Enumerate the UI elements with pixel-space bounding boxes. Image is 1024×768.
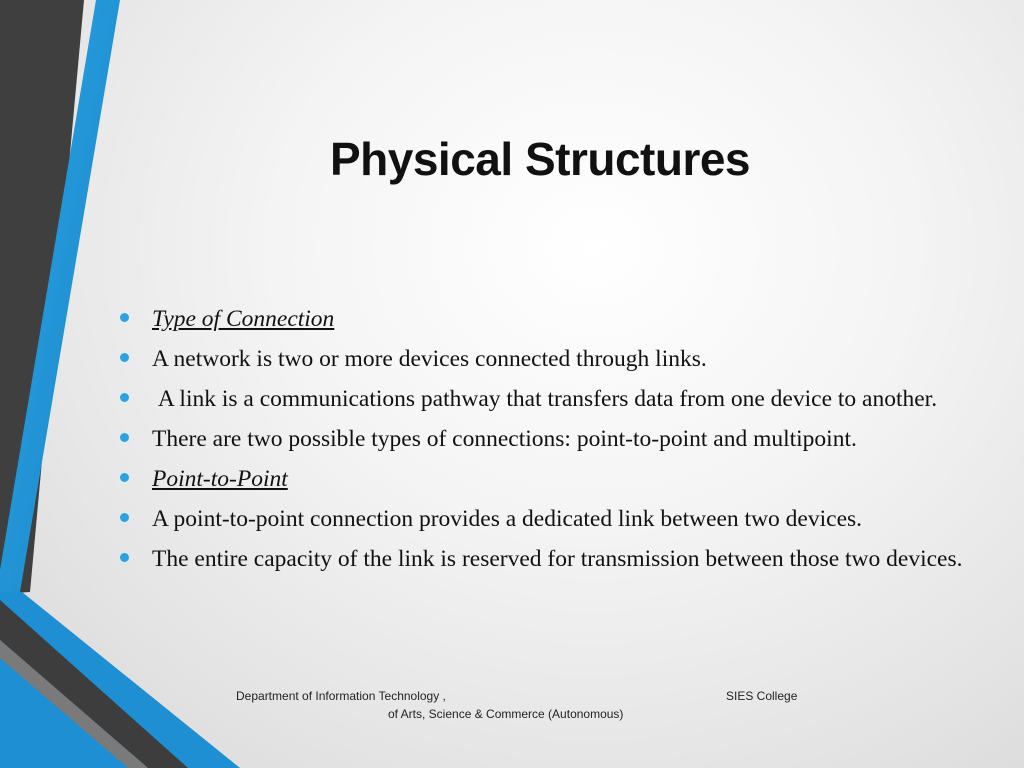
footer-college: SIES College xyxy=(726,689,798,703)
bullet-item xyxy=(118,346,968,372)
bullet-text: A link is a communications pathway that transfers data from one device to another. xyxy=(152,386,938,412)
bullet-text: The entire capacity of the link is reserved for transmission between those two devices. xyxy=(152,546,963,572)
footer-department: Department of Information Technology , xyxy=(236,689,446,703)
bullet-item xyxy=(118,546,968,572)
slide-title: Physical Structures xyxy=(329,133,751,185)
bullet-item xyxy=(118,426,968,452)
bullet-dot-icon xyxy=(120,433,129,442)
bullet-item xyxy=(118,466,968,492)
bullet-dot-icon xyxy=(120,393,129,402)
bullet-dot-icon xyxy=(120,473,129,482)
bullet-text: A point-to-point connection provides a dedicated link between two devices. xyxy=(152,506,863,532)
footer-college-line2: of Arts, Science & Commerce (Autonomous) xyxy=(388,707,624,721)
bullet-text-type-of-connection: Type of Connection xyxy=(152,306,335,332)
bullet-text-point-to-point: Point-to-Point xyxy=(152,466,288,492)
bullet-list xyxy=(118,306,968,586)
bullet-item xyxy=(118,386,968,412)
bullet-item xyxy=(118,506,968,532)
bullet-dot-icon xyxy=(120,513,129,522)
bullet-item xyxy=(118,306,968,332)
bullet-dot-icon xyxy=(120,313,129,322)
bullet-text: There are two possible types of connections: point-to-point and multipoint. xyxy=(152,426,857,452)
bullet-dot-icon xyxy=(120,353,129,362)
bullet-text: A network is two or more devices connected through links. xyxy=(152,346,707,372)
bullet-dot-icon xyxy=(120,553,129,562)
